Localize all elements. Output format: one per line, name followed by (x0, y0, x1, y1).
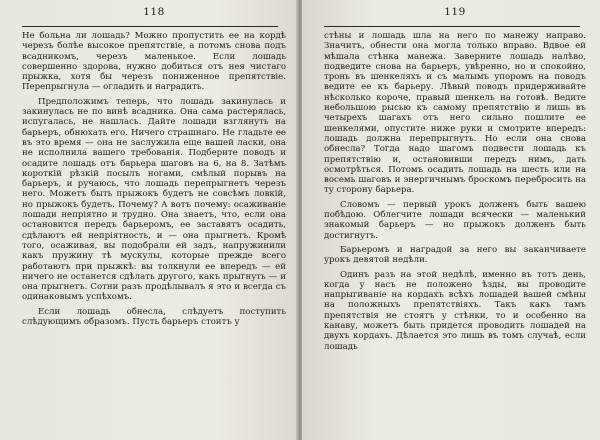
left-paragraph-1: Не больна ли лошадь? Можно пропустить ее на кордѣ черезъ болѣе высокое препятствіе, а потомъ снова подъ всадникомъ, черезъ маленькое. Если лошадь совершенно здорова, нужно добиться отъ нея чистаго прыжка, хотя бы черезъ пониженное препятствіе. Перепрыгнула — огладить и наградить. (22, 31, 286, 93)
right-paragraph-1: стѣны и лошадь шла на него по манежу направо. Значитъ, обнести она могла только вправо. Вдвое ей мѣшала стѣнка манежа. Заверните лошадь налѣво, подведите снова на барьеръ, увѣренно, но и спокойно, тронь въ шенкеляхъ и съ малымъ упоромъ на поводъ ведите ее къ барьеру. Лѣвый поводъ придерживайте нѣсколько короче, правый шенкель на готовѣ. Ведите небольшою рысью къ самому препятствію и лишь въ четырехъ шагахъ отъ него сильно пошлите ее шенкелями, опустите ниже руки и смотрите впередъ: лошадь должна перепрыгнуть. Но если она снова обнесла? Тогда надо шагомъ подвести лошадь къ препятствію и, остановивши передъ нимъ, дать осмотрѣться. Потомъ осадить лошадь на шесть или на восемь шаговъ и энергичнымъ броскомъ перебросить на ту сторону барьера. (324, 31, 586, 196)
left-page (0, 0, 298, 440)
left-header-rule (22, 26, 278, 27)
right-header-rule (324, 26, 580, 27)
right-paragraph-2: Словомъ — первый урокъ долженъ быть вашею побѣдою. Облегчите лошади всячески — маленький знакомый барьеръ — но прыжокъ долженъ быть достигнутъ. (324, 199, 586, 241)
left-paragraph-3: Если лошадь обнесла, слѣдуетъ поступить слѣдующимъ образомъ. Пусть барьеръ стоитъ у (22, 306, 286, 328)
right-paragraph-4: Одинъ разъ на этой недѣлѣ, именно въ тотъ день, когда у насъ не положено ѣзды, вы проводите напрыгиваніе на кордахъ всѣхъ лошадей вашей смѣны на положныхъ препятствіяхъ. Такъ какъ тамъ препятствія не стоятъ у стѣнки, то и особенно на канаву, можетъ быть придется проводить лошадей на двухъ кордахъ. Дѣлается это лишь въ томъ случаѣ, если лошадь (324, 269, 586, 352)
right-page (302, 0, 600, 440)
right-page-number: 119 (444, 6, 466, 18)
left-paragraph-2: Предположимъ теперь, что лошадь закинулась и закинулась не по винѣ всадника. Она сама растерялась, испугалась, не нашлась. Дайте лошади взглянуть на барьеръ, обнюхать его. Ничего страшнаго. Не гладьте ее въ это время — она не заслужила еще вашей ласки, она не исполнила вашего требованія. Подберите поводъ и осадите лошадь отъ барьера шаговъ на 6, на 8. Затѣмъ короткій рѣзкій посылъ ногами, смѣлый порывъ на барьеръ, и ручаюсь, что лошадь перепрыгнетъ черезъ него. Можетъ быть прыжокъ будетъ не совсѣмъ ловкій, но прыжокъ будетъ. Почему? А вотъ почему: осаживаніе лошади непріятно и трудно. Она знаетъ, что, если она остановится передъ барьеромъ, ее заставятъ осадить, сдѣлаютъ ей непріятность, и — она прыгнетъ. Кромѣ того, осаживая, вы подобрали ей задъ, напружинили какъ пружину тѣ мускулы, которые прежде всего работаютъ при прыжкѣ: вы толкнули ее впередъ — ей ничего не останется сдѣлать другого, какъ прыгнуть — и она прыгнетъ. Сотни разъ продѣлывалъ я это и всегда съ одинаковымъ успѣхомъ. (22, 96, 286, 303)
right-paragraph-3: Барьеромъ и наградой за него вы заканчиваете урокъ девятой недѣли. (324, 244, 586, 266)
left-page-number: 118 (143, 6, 165, 18)
